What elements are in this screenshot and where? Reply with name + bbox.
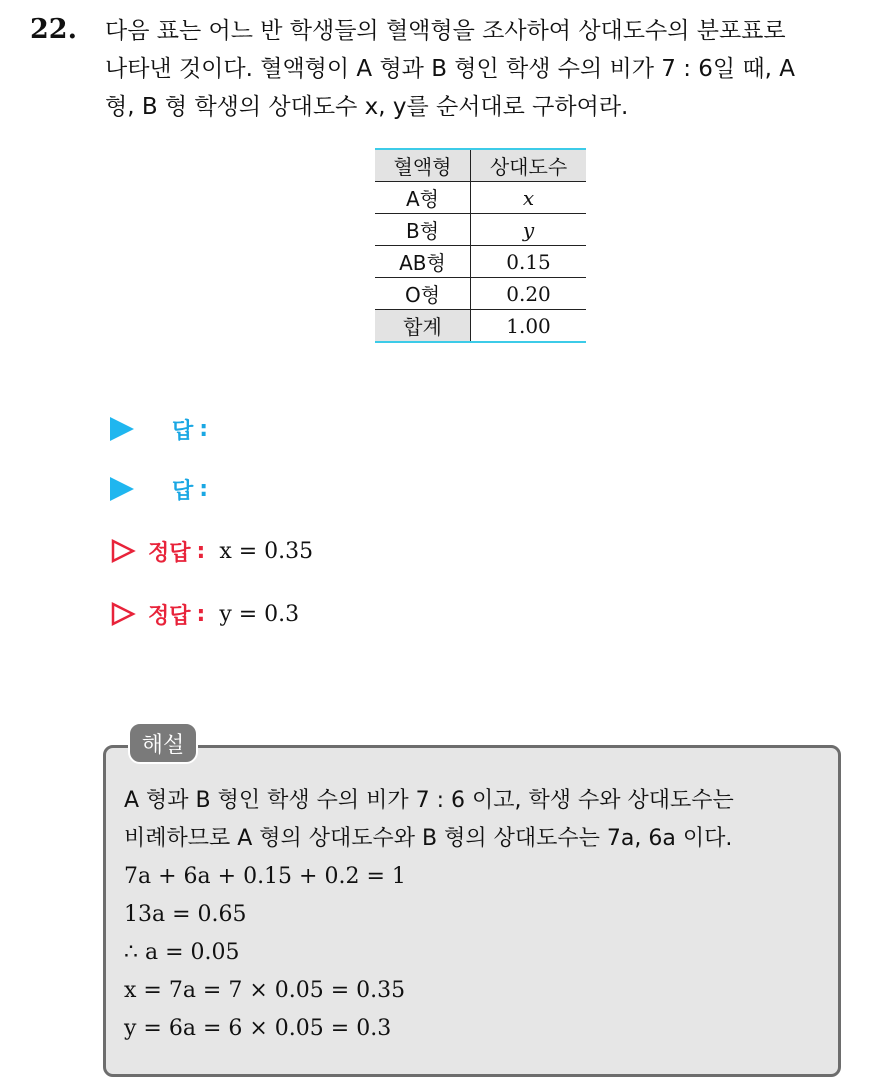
table-row bbox=[375, 278, 586, 310]
answer-colon: : bbox=[199, 416, 209, 442]
correct-value: x = 0.35 bbox=[219, 538, 314, 564]
table-row bbox=[375, 246, 586, 278]
question-text bbox=[105, 12, 865, 126]
table-row bbox=[375, 182, 586, 214]
play-triangle-icon bbox=[110, 477, 134, 501]
correct-colon: : bbox=[196, 601, 206, 627]
header-relative-frequency: 상대도수 bbox=[471, 149, 587, 182]
cell-value: 0.15 bbox=[471, 246, 587, 278]
answer-label: 답 bbox=[172, 478, 194, 504]
solution-line: 비례하므로 A 형의 상대도수와 B 형의 상대도수는 7a, 6a 이다. bbox=[124, 826, 733, 851]
question-line: 나타낸 것이다. 혈액형이 A 형과 B 형인 학생 수의 비가 7 : 6일 때, A bbox=[105, 56, 796, 82]
cell-value: 0.20 bbox=[471, 278, 587, 310]
table-header-row bbox=[375, 149, 586, 182]
correct-answer-2 bbox=[110, 599, 299, 629]
correct-label: 정답 bbox=[148, 540, 191, 566]
outline-triangle-icon bbox=[110, 538, 136, 564]
cell-type: AB형 bbox=[375, 246, 471, 278]
solution-equation: 7a + 6a + 0.15 + 0.2 = 1 bbox=[124, 864, 406, 889]
table-total-row bbox=[375, 310, 586, 343]
play-triangle-icon bbox=[110, 417, 134, 441]
solution-equation: ∴ a = 0.05 bbox=[124, 940, 240, 965]
cell-total-label: 합계 bbox=[375, 310, 471, 343]
answer-blank-2 bbox=[110, 474, 208, 504]
question-line: 형, B 형 학생의 상대도수 x, y를 순서대로 구하여라. bbox=[105, 94, 629, 120]
outline-triangle-icon bbox=[110, 601, 136, 627]
solution-text bbox=[124, 782, 834, 1048]
cell-type: B형 bbox=[375, 214, 471, 246]
question-line: 다음 표는 어느 반 학생들의 혈액형을 조사하여 상대도수의 분포표로 bbox=[105, 18, 786, 44]
correct-label: 정답 bbox=[148, 603, 191, 629]
solution-equation: y = 6a = 6 × 0.05 = 0.3 bbox=[124, 1016, 392, 1041]
relative-frequency-table bbox=[375, 148, 586, 343]
question-number: 22. bbox=[30, 14, 77, 45]
cell-value: y bbox=[471, 214, 587, 246]
cell-type: O형 bbox=[375, 278, 471, 310]
solution-equation: x = 7a = 7 × 0.05 = 0.35 bbox=[124, 978, 406, 1003]
answer-colon: : bbox=[199, 476, 209, 502]
correct-value: y = 0.3 bbox=[219, 601, 300, 627]
answer-label: 답 bbox=[172, 418, 194, 444]
table-row bbox=[375, 214, 586, 246]
cell-type: A형 bbox=[375, 182, 471, 214]
answer-blank-1 bbox=[110, 414, 208, 444]
solution-line: A 형과 B 형인 학생 수의 비가 7 : 6 이고, 학생 수와 상대도수는 bbox=[124, 788, 734, 813]
header-blood-type: 혈액형 bbox=[375, 149, 471, 182]
correct-answer-1 bbox=[110, 536, 313, 566]
cell-total-value: 1.00 bbox=[471, 310, 587, 343]
cell-value: x bbox=[471, 182, 587, 214]
correct-colon: : bbox=[196, 538, 206, 564]
solution-equation: 13a = 0.65 bbox=[124, 902, 247, 927]
solution-tag: 해설 bbox=[128, 722, 198, 764]
